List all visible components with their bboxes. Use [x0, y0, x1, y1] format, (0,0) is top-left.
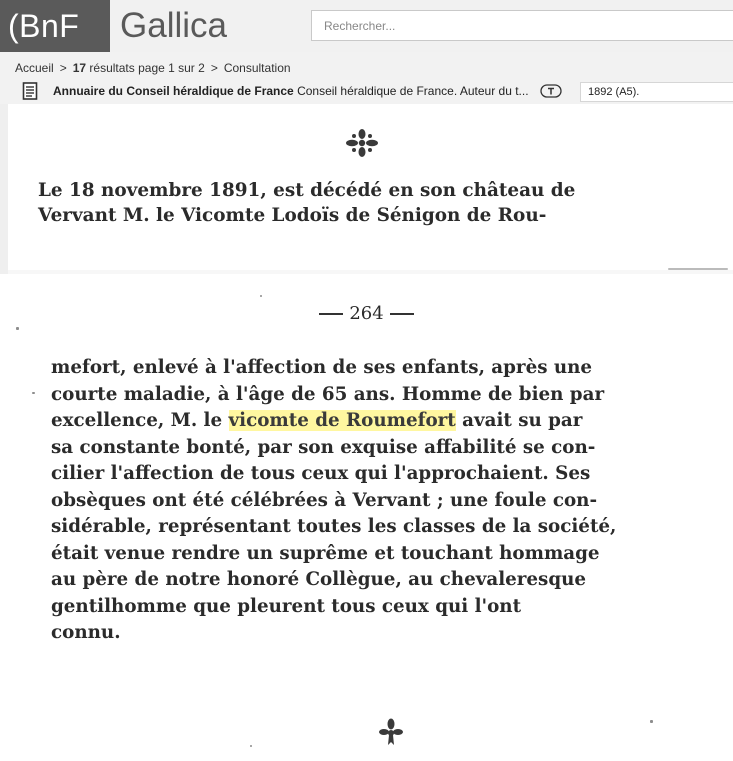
text-line: au père de notre honoré Collègue, au chevaleresque	[51, 569, 587, 590]
scan-speck	[260, 295, 262, 297]
document-title-main: Annuaire du Conseil héraldique de France	[53, 84, 294, 98]
text-mode-icon[interactable]	[540, 84, 562, 98]
fleuron-ornament-icon	[345, 128, 379, 158]
breadcrumb-separator: >	[59, 61, 67, 75]
text-line-highlighted	[51, 408, 731, 435]
document-title	[53, 84, 529, 98]
text-line: était venue rendre un suprême et touchant hommage	[51, 542, 600, 564]
text-line: obsèques ont été célébrées à Vervant ; une foule con-	[51, 489, 598, 511]
text-line: courte maladie, à l'âge de 65 ans. Homme de bien par	[51, 383, 605, 405]
text-segment: excellence, M. le	[51, 410, 229, 431]
document-icon[interactable]	[22, 82, 39, 100]
results-count: 17	[72, 61, 87, 75]
text-line: mefort, enlevé à l'affection de ses enfants, après une	[51, 357, 593, 378]
page-number	[0, 303, 733, 324]
page-number-value: 264	[349, 303, 384, 324]
page-divider	[8, 270, 733, 274]
bnf-logo[interactable]: (BnF	[0, 0, 110, 52]
search-input[interactable]	[311, 10, 733, 41]
text-line: gentilhomme que pleurent tous ceux qui l'ont	[51, 595, 522, 617]
top-bar	[0, 0, 733, 52]
document-title-author: Conseil héraldique de France. Auteur du t...	[297, 84, 529, 98]
breadcrumb-separator: >	[210, 61, 218, 75]
breadcrumb-results-link[interactable]	[73, 61, 205, 75]
scan-speck	[16, 327, 19, 330]
gallica-title[interactable]: Gallica	[120, 6, 227, 45]
gallica-header	[110, 0, 733, 52]
breadcrumb	[15, 61, 291, 75]
page-selector[interactable]: 1892 (A5).	[580, 82, 733, 102]
text-line: Vervant M. le Vicomte Lodoïs de Sénigon de Rou-	[38, 205, 547, 226]
scan-speck	[250, 745, 252, 747]
scan-speck	[32, 392, 35, 394]
text-line: sidérable, représentant toutes les classes de la société,	[51, 516, 617, 537]
breadcrumb-home-link[interactable]: Accueil	[15, 61, 54, 75]
breadcrumb-current: Consultation	[223, 61, 291, 75]
search-highlight: vicomte de Roumefort	[228, 410, 456, 431]
dash	[319, 313, 343, 315]
scan-speck	[668, 268, 728, 270]
previous-page-text	[38, 178, 704, 228]
results-text: résultats page 1 sur 2	[89, 61, 205, 75]
breadcrumb-bar	[0, 52, 733, 104]
text-line: sa constante bonté, par son exquise affabilité se con-	[51, 436, 596, 458]
page-body-text	[51, 355, 731, 647]
text-line: cilier l'affection de tous ceux qui l'approchaient. Ses	[51, 463, 591, 484]
dash	[390, 313, 414, 315]
text-segment: avait su par	[455, 410, 583, 431]
text-line: Le 18 novembre 1891, est décédé en son château de	[38, 180, 576, 201]
scan-speck	[650, 720, 653, 723]
viewer-gutter	[0, 104, 8, 274]
text-line: connu.	[51, 622, 121, 643]
fleuron-ornament-icon	[378, 718, 404, 748]
